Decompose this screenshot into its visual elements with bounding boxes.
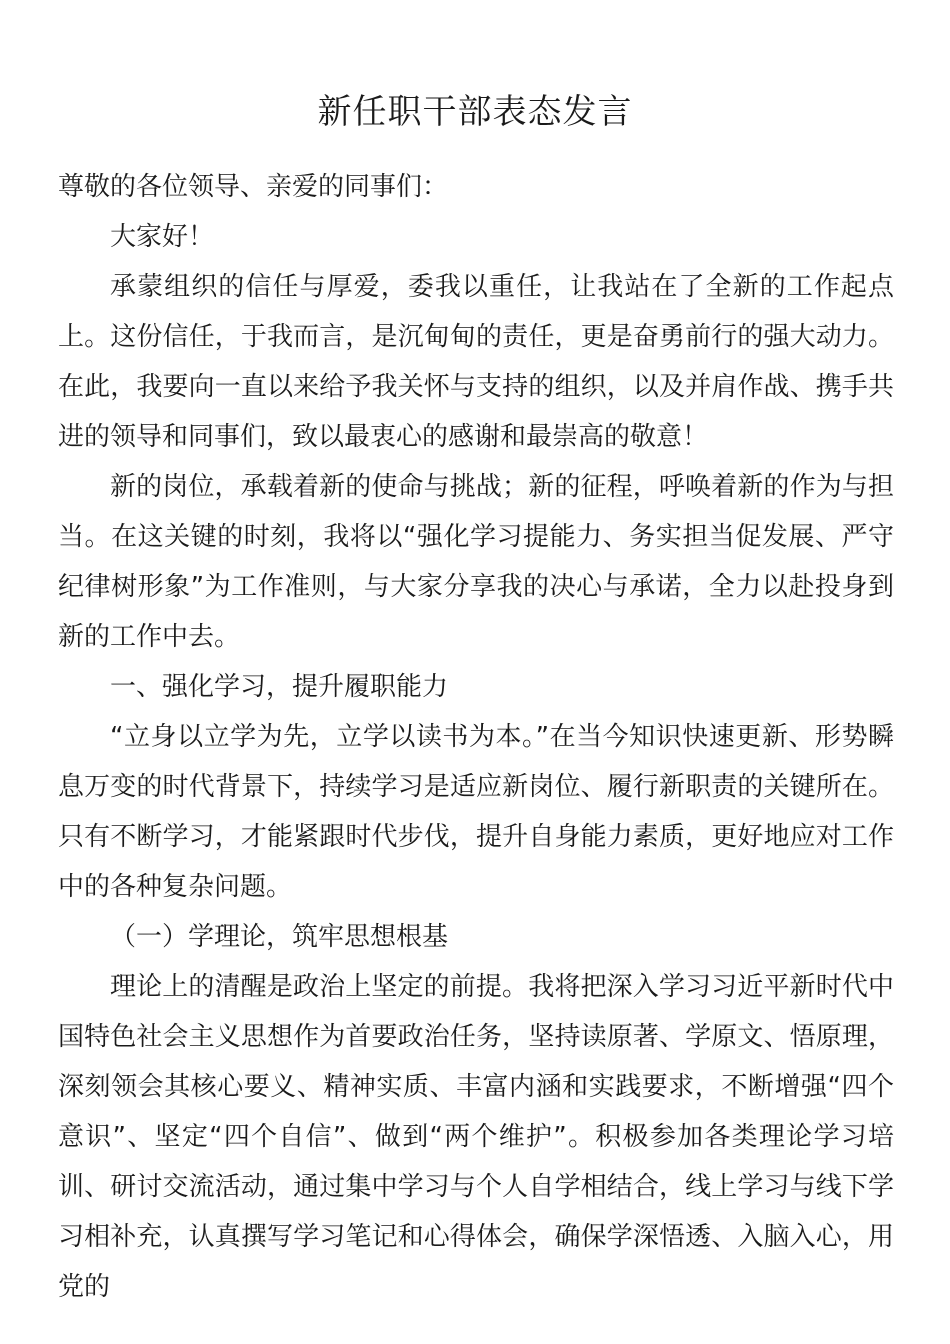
- document-title: 新任职干部表态发言: [317, 91, 633, 132]
- greeting: 大家好！: [110, 222, 215, 252]
- paragraph-commitment: 新的岗位，承载着新的使命与挑战；新的征程，呼唤着新的作为与担当。在这关键的时刻，我将以“强化学习提能力、务实担当促发展、严守纪律树形象”为工作准则，与大家分享我的决心与承诺，全力以赴投身到新的工作中去。: [58, 472, 894, 652]
- paragraph-subsection-1: 理论上的清醒是政治上坚定的前提。我将把深入学习习近平新时代中国特色社会主义思想作为首要政治任务，坚持读原著、学原文、悟原理，深刻领会其核心要义、精神实质、丰富内涵和实践要求，不断增强“四个意识”、坚定“四个自信”、做到“两个维护”。积极参加各类理论学习培训、研讨交流活动，通过集中学习与个人自学相结合，线上学习与线下学习相补充，认真撰写学习笔记和心得体会，确保学深悟透、入脑入心，用党的: [58, 972, 894, 1302]
- salutation: 尊敬的各位领导、亲爱的同事们：: [58, 172, 449, 202]
- document-body: [58, 162, 894, 1312]
- subsection-heading-1: （一）学理论，筑牢思想根基: [110, 922, 449, 952]
- paragraph-section-1: “立身以立学为先，立学以读书为本。”在当今知识快速更新、形势瞬息万变的时代背景下，持续学习是适应新岗位、履行新职责的关键所在。只有不断学习，才能紧跟时代步伐，提升自身能力素质，更好地应对工作中的各种复杂问题。: [58, 722, 894, 902]
- section-heading-1: 一、强化学习，提升履职能力: [110, 672, 449, 702]
- paragraph-gratitude: 承蒙组织的信任与厚爱，委我以重任，让我站在了全新的工作起点上。这份信任，于我而言，是沉甸甸的责任，更是奋勇前行的强大动力。在此，我要向一直以来给予我关怀与支持的组织，以及并肩作战、携手共进的领导和同事们，致以最衷心的感谢和最崇高的敬意！: [58, 272, 894, 452]
